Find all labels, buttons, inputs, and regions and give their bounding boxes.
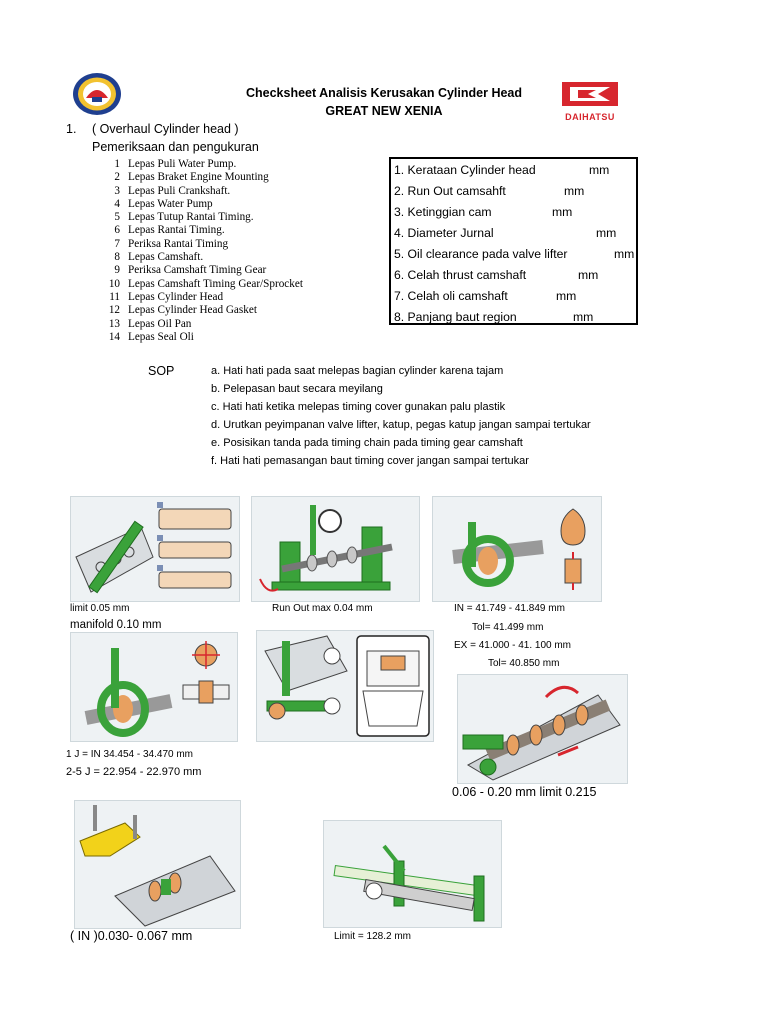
step-text: Lepas Camshaft. [128, 251, 204, 264]
sop-item: f. Hati hati pemasangan baut timing cover jangan sampai tertukar [211, 455, 529, 467]
step-number: 5 [114, 211, 120, 224]
step-item [100, 238, 303, 251]
measurement-unit: mm [596, 226, 617, 240]
fig1-caption-manifold: manifold 0.10 mm [70, 619, 162, 631]
section-number: 1. [66, 122, 77, 136]
figure-camshaft-runout [251, 496, 420, 602]
fig3-caption-in: IN = 41.749 - 41.849 mm [454, 603, 565, 614]
fig3-caption-ex: EX = 41.000 - 41. 100 mm [454, 640, 572, 651]
step-number: 7 [114, 237, 120, 250]
measurement-label: 5. Oil clearance pada valve lifter [394, 247, 568, 261]
figure-camshaft-oil-clearance [74, 800, 241, 929]
step-item [100, 211, 303, 224]
measurement-label: 3. Ketinggian cam [394, 205, 492, 219]
step-number: 6 [114, 224, 120, 237]
figure-thrust-clearance [457, 674, 628, 784]
figure-head-flatness [70, 496, 240, 602]
measurement-label: 7. Celah oli camshaft [394, 289, 508, 303]
figure-bolt-length [323, 820, 502, 928]
step-text: Lepas Oil Pan [128, 317, 192, 330]
step-number: 4 [114, 197, 120, 210]
step-item [100, 171, 303, 184]
document-title: Checksheet Analisis Kerusakan Cylinder Head [245, 86, 523, 100]
measurement-unit: mm [564, 184, 585, 198]
measurement-unit: mm [614, 247, 635, 261]
fig2-caption: Run Out max 0.04 mm [272, 603, 373, 614]
sop-item: e. Posisikan tanda pada timing chain pada timing gear camshaft [211, 437, 523, 449]
section-subheading: Pemeriksaan dan pengukuran [92, 140, 259, 154]
measurement-table [389, 157, 638, 325]
step-item [100, 291, 303, 304]
step-item [100, 318, 303, 331]
figure-cam-height [432, 496, 602, 602]
step-text: Lepas Seal Oli [128, 330, 194, 343]
step-item [100, 185, 303, 198]
step-item [100, 158, 303, 171]
step-text: Periksa Camshaft Timing Gear [128, 264, 267, 277]
step-item [100, 278, 303, 291]
fig4-caption-j1: 1 J = IN 34.454 - 34.470 mm [66, 749, 194, 760]
step-text: Lepas Cylinder Head [128, 290, 224, 303]
step-item [100, 264, 303, 277]
step-number: 12 [108, 304, 120, 317]
step-text: Lepas Water Pump [128, 197, 213, 210]
step-number: 10 [108, 277, 120, 290]
step-number: 8 [114, 251, 120, 264]
section-heading: ( Overhaul Cylinder head ) [92, 122, 239, 136]
step-text: Lepas Tutup Rantai Timing. [128, 211, 254, 224]
step-item [100, 224, 303, 237]
measurement-unit: mm [573, 310, 594, 324]
measurement-unit: mm [556, 289, 577, 303]
measurement-unit: mm [552, 205, 573, 219]
step-text: Lepas Braket Engine Mounting [128, 171, 269, 184]
fig4-caption-j25: 2-5 J = 22.954 - 22.970 mm [66, 766, 202, 778]
step-number: 3 [114, 184, 120, 197]
sop-label: SOP [148, 364, 175, 378]
sop-item: d. Urutkan peyimpanan valve lifter, katup, pegas katup jangan sampai tertukar [211, 419, 591, 431]
step-number: 13 [108, 317, 120, 330]
fig1-caption-limit: limit 0.05 mm [70, 603, 130, 614]
step-text: Lepas Rantai Timing. [128, 224, 225, 237]
measurement-label: 4. Diameter Jurnal [394, 226, 494, 240]
measurement-label: 2. Run Out camsahft [394, 184, 506, 198]
step-number: 14 [108, 330, 120, 343]
step-list [100, 158, 303, 344]
fig3-caption-in-tol: Tol= 41.499 mm [472, 622, 544, 633]
document-subtitle: GREAT NEW XENIA [325, 104, 443, 118]
measurement-unit: mm [578, 268, 599, 282]
fig6-caption: 0.06 - 0.20 mm limit 0.215 [452, 785, 597, 799]
step-text: Lepas Camshaft Timing Gear/Sprocket [128, 277, 303, 290]
figure-journal-diameter [70, 632, 238, 742]
step-text: Periksa Rantai Timing [128, 237, 229, 250]
step-text: Lepas Puli Water Pump. [128, 158, 237, 170]
daihatsu-logo [560, 80, 620, 120]
sop-item: a. Hati hati pada saat melepas bagian cylinder karena tajam [211, 365, 504, 377]
step-number: 2 [114, 171, 120, 184]
measurement-label: 8. Panjang baut region [394, 310, 517, 324]
measurement-label: 6. Celah thrust camshaft [394, 268, 527, 282]
step-item [100, 331, 303, 344]
step-text: Lepas Puli Crankshaft. [128, 184, 231, 197]
sop-item: b. Pelepasan baut secara meyilang [211, 383, 383, 395]
step-item [100, 198, 303, 211]
step-number: 9 [114, 264, 120, 277]
brand-name: DAIHATSU [565, 112, 615, 122]
sop-item: c. Hati hati ketika melepas timing cover gunakan palu plastik [211, 401, 506, 413]
step-item [100, 251, 303, 264]
step-text: Lepas Cylinder Head Gasket [128, 304, 257, 317]
fig3-caption-ex-tol: Tol= 40.850 mm [488, 658, 560, 669]
measurement-unit: mm [589, 163, 610, 177]
step-number: 1 [114, 158, 120, 170]
measurement-label: 1. Kerataan Cylinder head [394, 163, 536, 177]
step-number: 11 [109, 290, 120, 303]
step-item [100, 304, 303, 317]
fig8-caption: Limit = 128.2 mm [334, 931, 411, 942]
fig7-caption: ( IN )0.030- 0.067 mm [70, 929, 193, 943]
figure-lifter-clearance [256, 630, 434, 742]
